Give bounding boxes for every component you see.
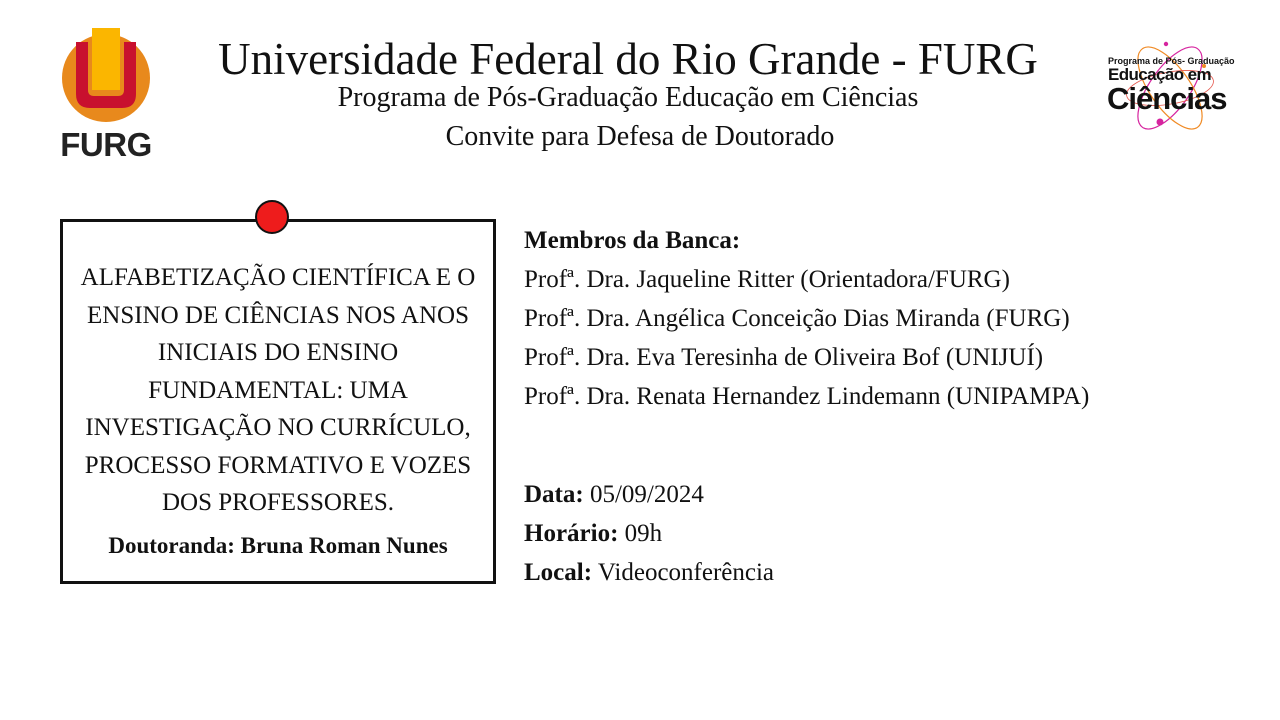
date-value: 05/09/2024 (589, 481, 704, 508)
date-row (524, 475, 1124, 514)
ppg-logo-line2: Educação em (1108, 65, 1212, 84)
furg-wordmark: FURG (60, 126, 152, 163)
invitation-line: Convite para Defesa de Doutorado (445, 121, 835, 152)
committee-member: Profª. Dra. Jaqueline Ritter (Orientadora/FURG) (524, 266, 1010, 293)
place-value: Videoconferência (597, 559, 775, 586)
committee-member: Profª. Dra. Angélica Conceição Dias Miranda (FURG) (524, 305, 1070, 332)
thesis-card (60, 219, 496, 584)
ppg-logo (1104, 38, 1235, 140)
committee-member: Profª. Dra. Renata Hernandez Lindemann (UNIPAMPA) (524, 383, 1090, 410)
place-label: Local: (524, 559, 593, 586)
thesis-author: Doutoranda: Bruna Roman Nunes (108, 533, 448, 558)
time-value: 09h (624, 520, 663, 547)
committee-member: Profª. Dra. Eva Teresinha de Oliveira Bof (UNIJUÍ) (524, 344, 1044, 371)
committee-section (524, 221, 1244, 416)
committee-heading: Membros da Banca: (524, 227, 741, 254)
university-title: Universidade Federal do Rio Grande - FURG (218, 34, 1038, 84)
ppg-logo-line1: Programa de Pós- Graduação (1108, 56, 1235, 66)
time-row (524, 514, 1124, 553)
time-label: Horário: (524, 520, 619, 547)
event-details (524, 475, 1124, 592)
thesis-title: ALFABETIZAÇÃO CIENTÍFICA E O ENSINO DE CIÊNCIAS NOS ANOS INICIAIS DO ENSINO FUNDAMENTAL: UMA INVESTIGAÇÃO NO CURRÍCULO, PROCESSO FORMATIVO E VOZES DOS PROFESSORES. (80, 264, 476, 516)
place-row (524, 553, 1124, 592)
program-subtitle: Programa de Pós-Graduação Educação em Ciências (337, 82, 919, 113)
pin-icon (255, 200, 289, 234)
date-label: Data: (524, 481, 584, 508)
ppg-logo-line3: Ciências (1107, 81, 1227, 116)
